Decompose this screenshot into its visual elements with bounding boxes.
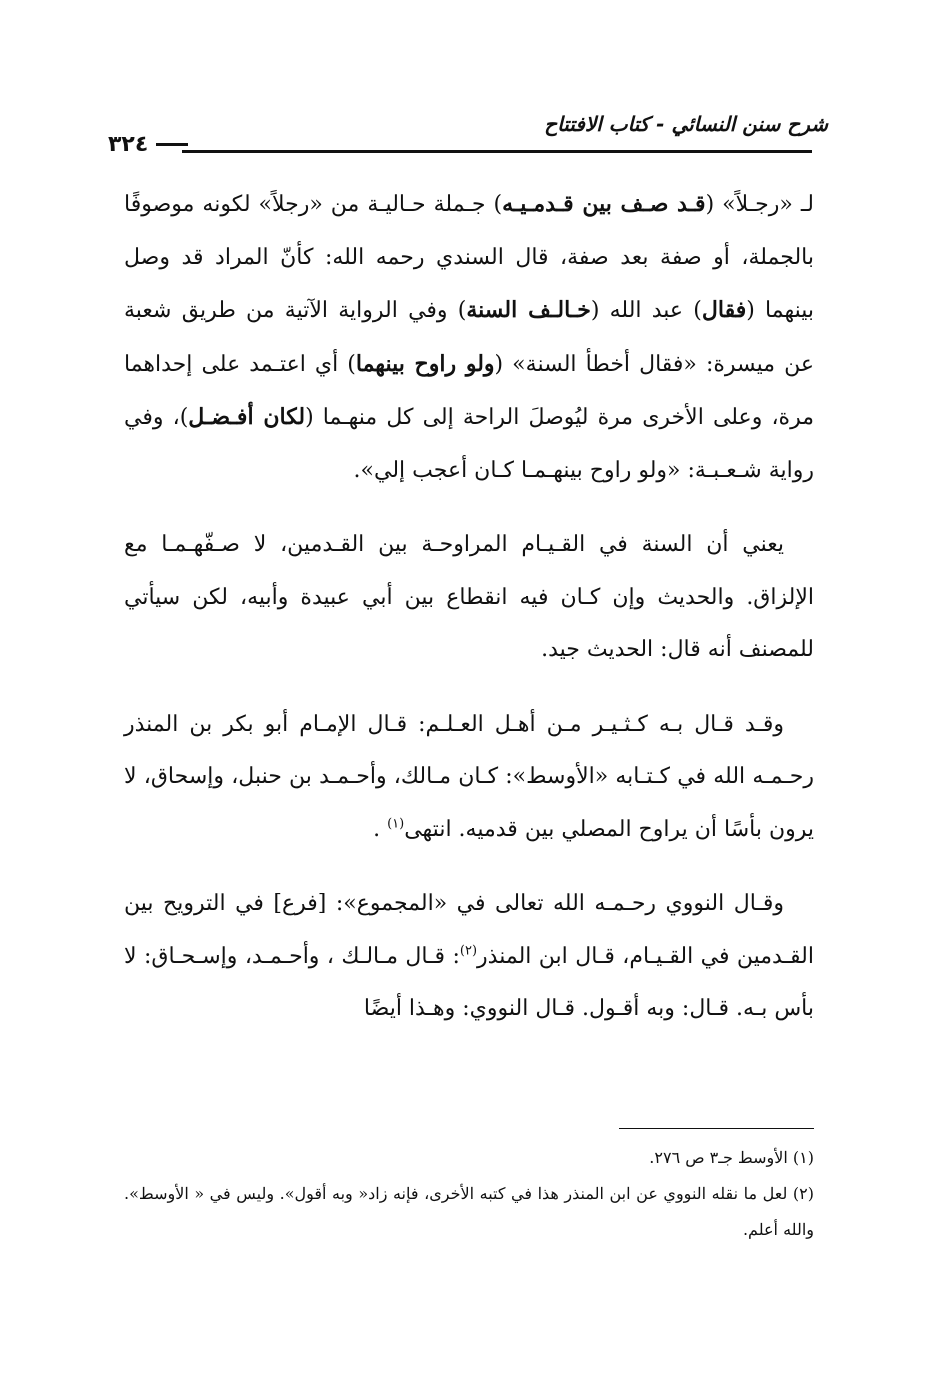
footnote-ref: (١) (387, 816, 405, 832)
quoted-text: ولو راوح بينهما (355, 350, 495, 377)
footnote-ref: (٢) (459, 943, 478, 959)
paragraph-3 (124, 699, 814, 857)
footnote-2: (٢) لعل ما نقله النووي عن ابن المنذر هذا في كتبه الأخرى، فإنه زاد« وبه أقول». وليس في « الأوسط». والله أعلم. (124, 1184, 814, 1239)
text-span: وقـد قـال بـه كـثـيـر مـن أهـل العـلـم: قـال الإمـام أبو بكر بن المنذر رحـمـه الله في كـتـابه «الأوسط»: كـان مـالك، وأحـمـد بن حنبل، وإسحاق، لا يرون بأسًا أن يراوح المصلي بين قدميه. انتهى (124, 711, 814, 842)
paragraph-4 (124, 878, 814, 1036)
text-span: )، وفي رواية شـعـبـة: «ولو راوح بينهـمـا كـان أعجب إلي». (124, 405, 814, 483)
text-span: : قـال مـالـك ، وأحـمـد، وإسـحـاق: لا بأس بـه. قـال: وبه أقـول. قـال النووي: وهـذا أيضًا (124, 943, 814, 1021)
text-span: ) عبد الله ( (590, 298, 702, 323)
paragraph-2: يعني أن السنة في القـيـام المراوحـة بين القـدمين، لا صـفّهـمـا مع الإلزاق. والحديث وإن كـان فيه انقطاع بين أبي عبيدة وأبيه، لكن سيأتي للمصنف أنه قال: الحديث جيد. (124, 532, 814, 662)
text-span: ) أي اعتـمد على إحداهما مرة، وعلى الأخرى مرة ليُوصلَ الراحة إلى كل منهـما ( (124, 351, 814, 430)
footnote-1: (١) الأوسط جـ٣ ص ٢٧٦. (649, 1148, 814, 1167)
quoted-text: فقال (701, 297, 747, 323)
text-span: ) جـملة حـاليـة من «رجلاً» لكونه موصوفًا بالجملة، أو صفة بعد صفة، قال السندي رحمه الله: كأنّ المراد قد وصل بينهما ( (124, 192, 814, 323)
running-title: شرح سنن النسائي - كتاب الافتتاح (544, 112, 828, 136)
page-number-dash (156, 143, 188, 146)
page-number-block (108, 132, 188, 157)
page-number: ٣٢٤ (108, 132, 149, 157)
text-span: لـ «رجـلاً» ( (705, 192, 815, 217)
text-span: ) وفي الرواية الآتية من طريق شعبة عن ميسرة: «فقال أخطأ السنة» ( (124, 298, 814, 377)
text-span: وقـال النووي رحـمـه الله تعالى في «المجموع»: [فرع] في الترويح بين القـدمين في القـيـام، قـال ابن المنذر (124, 891, 814, 969)
quoted-text: قـد صـف بين قـدمـيـه (502, 191, 706, 217)
paragraph-1 (124, 178, 814, 497)
quoted-text: لكان أفـضـل (188, 404, 306, 430)
text-span: . (373, 816, 381, 842)
quoted-text: خـالـف السنة (466, 297, 591, 323)
body-text (124, 178, 814, 1058)
footnotes (124, 1140, 814, 1248)
footnote-rule (619, 1128, 814, 1129)
header-rule (182, 150, 812, 153)
